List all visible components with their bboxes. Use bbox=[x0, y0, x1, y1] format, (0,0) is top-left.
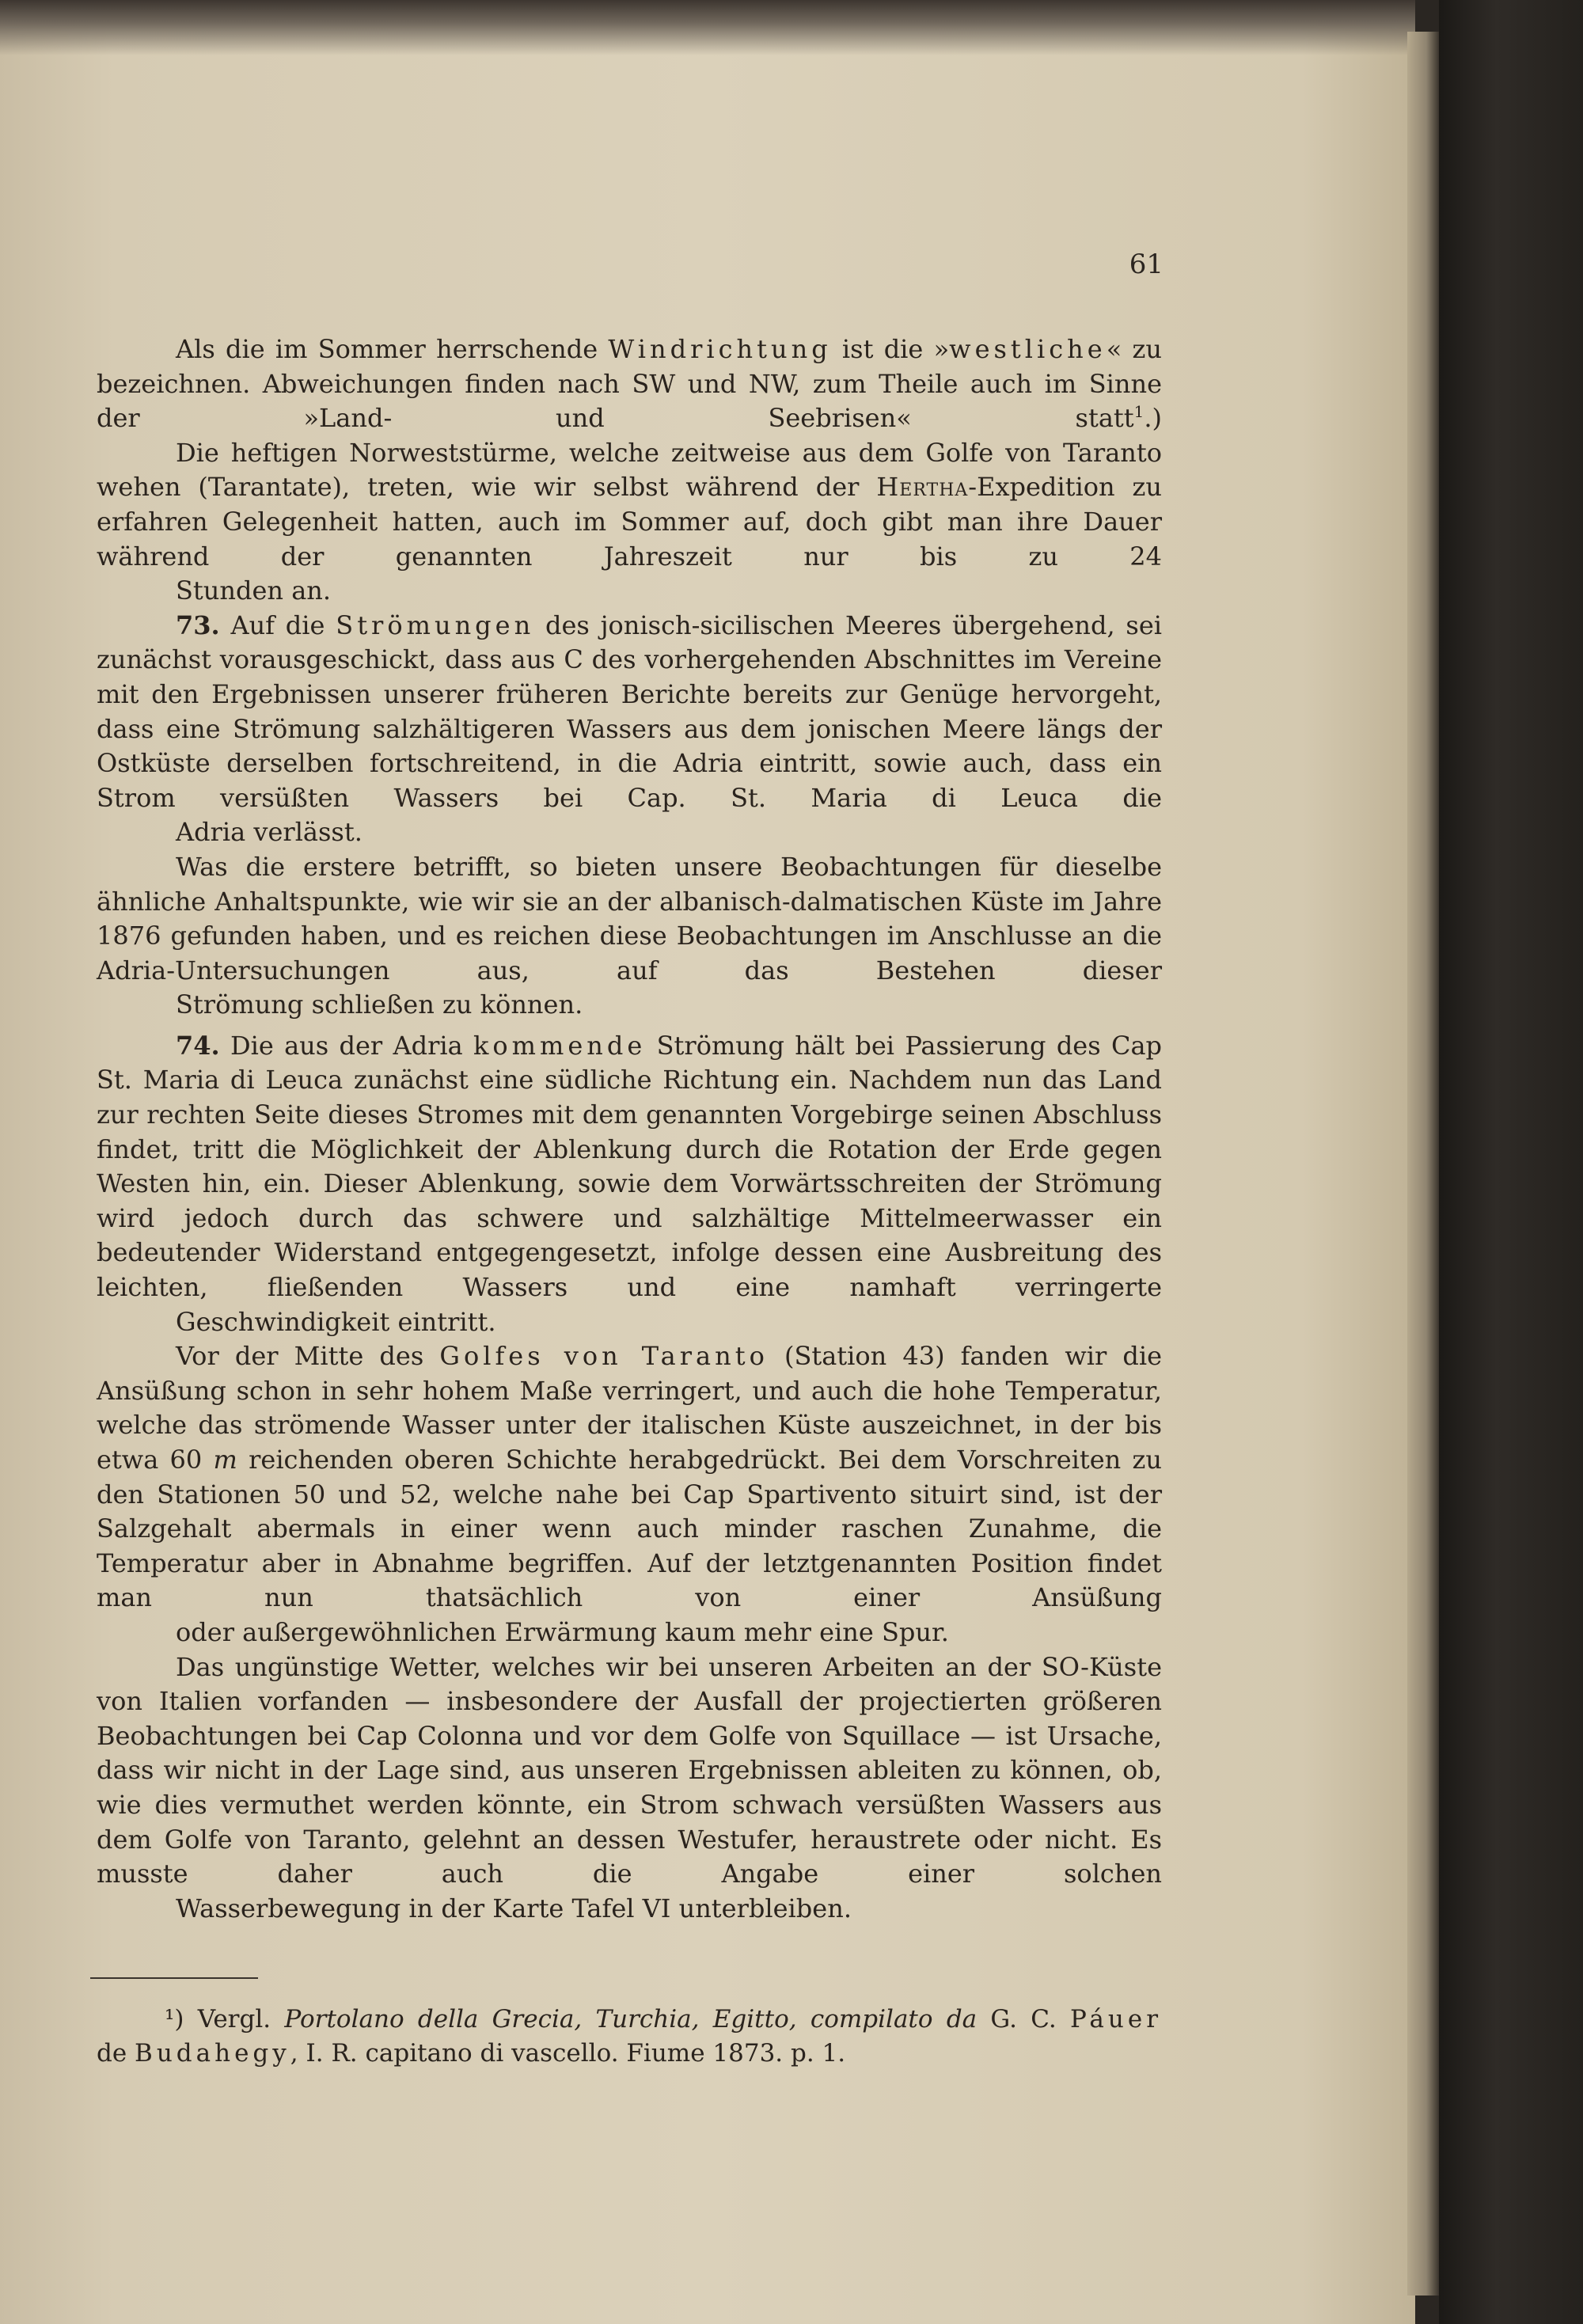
page-number: 61 bbox=[1129, 249, 1164, 280]
paragraph-observations: Was die erstere betrifft, so bieten unsere Beobachtungen für dieselbe ähnliche Anhaltspunkte, wie wir sie an der albanisch-dalmatischen Küste im Jahre 1876 gefunden haben, und es reichen diese Beobachtungen im Anschlusse an die Adria-Untersuchungen aus, auf das Bestehen dieser Strömung schließen zu können. bbox=[97, 851, 1162, 1020]
paragraph-bad-weather: Das ungünstige Wetter, welches wir bei unseren Arbeiten an der SO-Küste von Italien vorfanden — insbesondere der Ausfall der projectierten größeren Beobachtungen bei Cap Colonna und vor dem Golfe von Squillace — ist Ursache, dass wir nicht in der Lage sind, aus unseren Ergebnissen ableiten zu können, ob, wie dies vermuthet werden könnte, ein Strom schwach versüßten Wassers aus dem Golfe von Taranto, gelehnt an dessen Westufer, heraustrete oder nicht. Es musste daher auch die Angabe einer solchen Wasserbewegung in der Karte Tafel VI unterbleiben. bbox=[97, 1651, 1162, 1923]
emphasis-westliche: westliche bbox=[949, 334, 1107, 364]
paragraph-northwest-storms: Die heftigen Norweststürme, welche zeitweise aus dem Golfe von Taranto wehen (Tarantate), treten, wie wir selbst während der Hertha-Expedition zu erfahren Gelegenheit hatten, auch im Sommer auf, doch gibt man ihre Dauer während der genannten Jahreszeit nur bis zu 24 Stunden an. bbox=[97, 437, 1163, 606]
ship-name-hertha: Hertha bbox=[876, 472, 969, 503]
section-number-74: 74. bbox=[176, 1030, 220, 1061]
page-top-shadow bbox=[0, 0, 1415, 55]
paragraph-section-74: 74. Die aus der Adria kommende Strömung hält bei Passierung des Cap St. Maria di Leuca zunächst eine südliche Richtung ein. Nachdem nun das Land zur rechten Seite dieses Stromes mit dem genannten Vorgebirge seinen Abschluss findet, tritt die Möglichkeit der Ablenkung durch die Rotation der Erde gegen Westen hin, ein. Dieser Ablenkung, sowie dem Vorwärtsschreiten der Strömung wird jedoch durch das schwere und salzhältige Mittelmeerwasser ein bedeutender Widerstand entgegengesetzt, infolge dessen eine Ausbreitung des leichten, fließenden Wassers und eine namhaft verringerte Geschwindigkeit eintritt. bbox=[97, 1030, 1163, 1337]
footnote-author: Páuer bbox=[1069, 2005, 1163, 2034]
section-number-73: 73. bbox=[176, 609, 220, 640]
footnote-author-place: Budahegy bbox=[135, 2039, 290, 2068]
paragraph-section-73: 73. Auf die Strömungen des jonisch-sicilischen Meeres übergehend, sei zunächst vorausgeschickt, dass aus C des vorhergehenden Abschnittes im Vereine mit den Ergebnissen unserer früheren Berichte bereits zur Genüge hervorgeht, dass eine Strömung salzhältigeren Wassers aus dem jonischen Meere längs der Ostküste derselben fortschreitend, in die Adria eintritt, sowie auch, dass ein Strom versüßten Wassers bei Cap. St. Maria di Leuca die Adria verlässt. bbox=[97, 609, 1163, 848]
footnote bbox=[97, 2003, 1162, 2071]
paragraph-wind-direction: Als die im Sommer herrschende Windrichtung ist die »westliche« zu bezeichnen. Abweichungen finden nach SW und NW, zum Theile auch im Sinne der »Land- und Seebrisen« statt$^1$.) bbox=[97, 334, 1163, 434]
footnote-text: ¹) Vergl. Portolano della Grecia, Turchia, Egitto, compilato da G. C. Páuer de Budahegy, I. R. capitano di vascello. Fiume 1873. p. 1. bbox=[97, 2005, 1163, 2068]
emphasis-kommende: kommende bbox=[473, 1030, 647, 1061]
unit-metre: m bbox=[213, 1445, 237, 1475]
page-edge bbox=[1407, 32, 1439, 2296]
emphasis-stroemungen: Strömungen bbox=[336, 609, 535, 640]
footnote-separator bbox=[90, 1977, 258, 1979]
footnote-title: Portolano della Grecia, Turchia, Egitto, compilato da bbox=[284, 2005, 978, 2034]
emphasis-windrichtung: Windrichtung bbox=[608, 334, 832, 364]
body-text bbox=[97, 332, 1162, 1926]
footnote-mark: ¹) bbox=[165, 2005, 184, 2034]
book-cover-binding bbox=[1439, 0, 1583, 2324]
paragraph-gulf-of-taranto: Vor der Mitte des Golfes von Taranto (Station 43) fanden wir die Ansüßung schon in sehr hohem Maße verringert, und auch die hohe Temperatur, welche das strömende Wasser unter der italischen Küste auszeichnet, in der bis etwa 60 m reichenden oberen Schichte herabgedrückt. Bei dem Vorschreiten zu den Stationen 50 und 52, welche nahe bei Cap Spartivento situirt sind, ist der Salzgehalt abermals in einer wenn auch minder raschen Zunahme, die Temperatur aber in Abnahme begriffen. Auf der letztgenannten Position findet man nun thatsächlich von einer Ansüßung oder außergewöhnlichen Erwärmung kaum mehr eine Spur. bbox=[97, 1341, 1163, 1647]
emphasis-golfes-von-taranto: Golfes von Taranto bbox=[439, 1341, 769, 1372]
footnote-reference: 1 bbox=[1133, 402, 1145, 422]
